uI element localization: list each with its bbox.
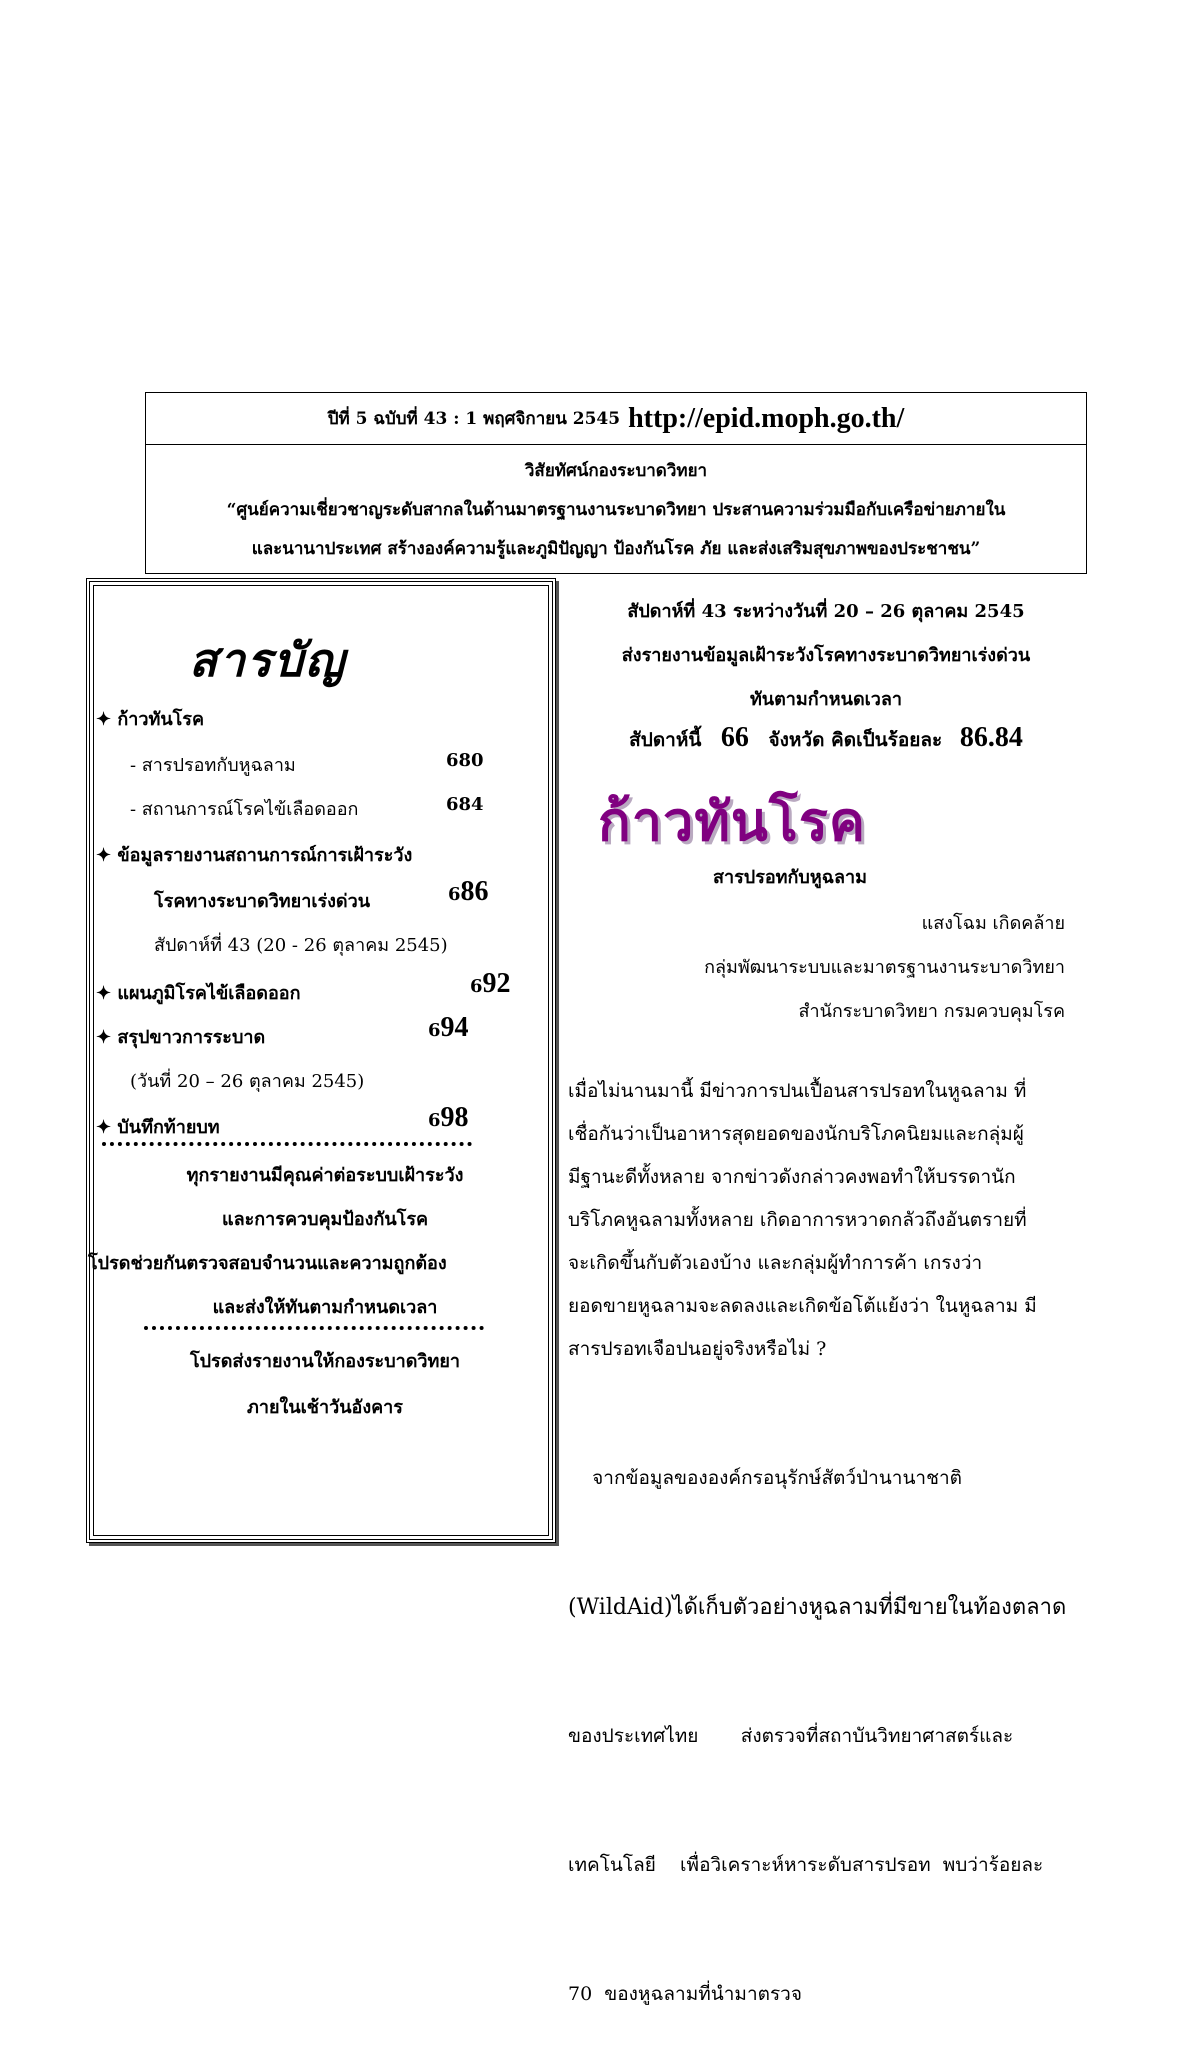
provinces-label: จังหวัด คิดเป็นร้อยละ [768, 729, 943, 751]
article-affiliation-2: สำนักระบาดวิทยา กรมควบคุมโรค [798, 1001, 1065, 1022]
paragraph-line: สารปรอทเจือปนอยู่จริงหรือไม่ ? [568, 1338, 827, 1360]
paragraph-line: จะเกิดขึ้นกับตัวเองบ้าง และกลุ่มผู้ทำการค้า เกรงว่า [568, 1252, 983, 1274]
toc-page-692 [470, 968, 511, 1000]
toc-page-684: 684 [446, 794, 484, 815]
toc-item-mercury[interactable]: - สารปรอทกับหูฉลาม [130, 755, 296, 776]
vision-title: วิสัยทัศน์กองระบาดวิทยา [524, 461, 708, 481]
website-url[interactable]: http://epid.moph.go.th/ [628, 402, 905, 434]
article-paragraph-1 [568, 1070, 1083, 1371]
toc-section-4[interactable]: ✦ สรุปขาวการระบาด [96, 1027, 266, 1048]
toc-item-dengue[interactable]: - สถานการณ์โรคไข้เลือดออก [130, 799, 359, 820]
article-title: สารปรอทกับหูฉลาม [713, 867, 867, 888]
dotted-divider-1 [102, 1142, 472, 1146]
issue-label: ปีที่ 5 ฉบับที่ 43 : 1 พฤศจิกายน 2545 [327, 409, 621, 429]
toc-section-2-line2: โรคทางระบาดวิทยาเร่งด่วน [154, 891, 371, 912]
toc-dates: (วันที่ 20 – 26 ตุลาคม 2545) [130, 1071, 365, 1092]
table-of-contents [86, 578, 556, 1543]
toc-page-698-suffix: 98 [440, 1102, 469, 1133]
report-line-2: ส่งรายงานข้อมูลเฝ้าระวังโรคทางระบาดวิทยาเร่งด่วน [621, 645, 1031, 666]
vision-line-2: และนานาประเทศ สร้างองค์ความรู้และภูมิปัญญา ป้องกันโรค ภัย และส่งเสริมสุขภาพของประชาชน” [251, 539, 981, 559]
toc-section-3[interactable]: ✦ แผนภูมิโรคไข้เลือดออก [96, 983, 301, 1004]
toc-section-5[interactable]: ✦ บันทึกท้ายบท [96, 1117, 220, 1138]
toc-note-1: ทุกรายงานมีคุณค่าต่อระบบเฝ้าระวัง [186, 1165, 464, 1186]
toc-note-5: โปรดส่งรายงานให้กองระบาดวิทยา [189, 1351, 461, 1372]
paragraph-line: บริโภคหูฉลามทั้งหลาย เกิดอาการหวาดกลัวถึงอันตรายที่ [568, 1209, 1027, 1231]
article-affiliation-1: กลุ่มพัฒนาระบบและมาตรฐานงานระบาดวิทยา [704, 957, 1065, 978]
toc-page-692-prefix: 6 [470, 976, 483, 997]
vision-block [146, 457, 1086, 562]
paragraph-line: ของประเทศไทย ส่งตรวจที่สถาบันวิทยาศาสตร์และ [568, 1725, 1014, 1747]
toc-note-2: และการควบคุมป้องกันโรค [221, 1209, 429, 1230]
report-week-line: สัปดาห์ที่ 43 ระหว่างวันที่ 20 – 26 ตุลาคม 2545 [627, 601, 1025, 622]
provinces-count: 66 [720, 722, 749, 753]
toc-page-698 [428, 1102, 469, 1134]
toc-page-694-prefix: 6 [428, 1020, 441, 1041]
toc-title: สารบัญ [189, 633, 347, 687]
toc-note-6: ภายในเช้าวันอังคาร [247, 1397, 403, 1418]
paragraph-line: 70 ของหูฉลามที่นำมาตรวจ [568, 1983, 802, 2005]
vision-line-1: “ศูนย์ความเชี่ยวชาญระดับสากลในด้านมาตรฐานงานระบาดวิทยา ประสานความร่วมมือกับเครือข่ายภายใน [226, 500, 1006, 520]
toc-page-694 [428, 1012, 469, 1044]
toc-page-694-suffix: 94 [440, 1012, 469, 1043]
section-title-kaothanrok: ก้าวทันโรค [598, 790, 866, 853]
toc-week: สัปดาห์ที่ 43 (20 - 26 ตุลาคม 2545) [154, 935, 448, 956]
paragraph-line: ยอดขายหูฉลามจะลดลงและเกิดข้อโต้แย้งว่า ในหูฉลาม มี [568, 1295, 1037, 1317]
toc-page-680: 680 [446, 750, 484, 771]
toc-section-2[interactable]: ✦ ข้อมูลรายงานสถานการณ์การเฝ้าระวัง [96, 845, 413, 866]
article-author: แสงโฉม เกิดคล้าย [921, 913, 1065, 934]
paragraph-line: เชื่อกันว่าเป็นอาหารสุดยอดของนักบริโภคนิยมและกลุ่มผู้ [568, 1123, 1024, 1145]
header-issue-row [146, 393, 1086, 445]
percent-value: 86.84 [959, 722, 1023, 753]
paragraph-line: เทคโนโลยี เพื่อวิเคราะห์หาระดับสารปรอท พบว่าร้อยละ [568, 1854, 1044, 1876]
dotted-divider-2 [144, 1326, 484, 1330]
toc-page-692-suffix: 92 [482, 968, 511, 999]
paragraph-line: (WildAid)ได้เก็บตัวอย่างหูฉลามที่มีขายในท้องตลาด [568, 1595, 1067, 1620]
paragraph-line: เมื่อไม่นานมานี้ มีข่าวการปนเปื้อนสารปรอทในหูฉลาม ที่ [568, 1080, 1027, 1102]
toc-page-686-prefix: 6 [448, 884, 461, 905]
paragraph-line: มีฐานะดีทั้งหลาย จากข่าวดังกล่าวคงพอทำให้บรรดานัก [568, 1166, 1016, 1188]
toc-note-4: และส่งให้ทันตามกำหนดเวลา [212, 1297, 438, 1318]
toc-section-1[interactable]: ✦ ก้าวทันโรค [96, 709, 205, 730]
toc-page-686 [448, 876, 489, 908]
toc-page-686-suffix: 86 [460, 876, 489, 907]
toc-inner-border [88, 585, 549, 1536]
paragraph-line: จากข้อมูลขององค์กรอนุรักษ์สัตว์ป่านานาชาติ [568, 1467, 962, 1489]
toc-note-3: โปรดช่วยกันตรวจสอบจำนวนและความถูกต้อง [88, 1253, 447, 1274]
article-paragraph-2 [568, 1371, 1083, 2059]
toc-page-698-prefix: 6 [428, 1110, 441, 1131]
header-box [145, 392, 1087, 574]
report-line-3: ทันตามกำหนดเวลา [749, 689, 903, 710]
report-this-week [566, 722, 1086, 755]
this-week-label: สัปดาห์นี้ [629, 729, 702, 751]
